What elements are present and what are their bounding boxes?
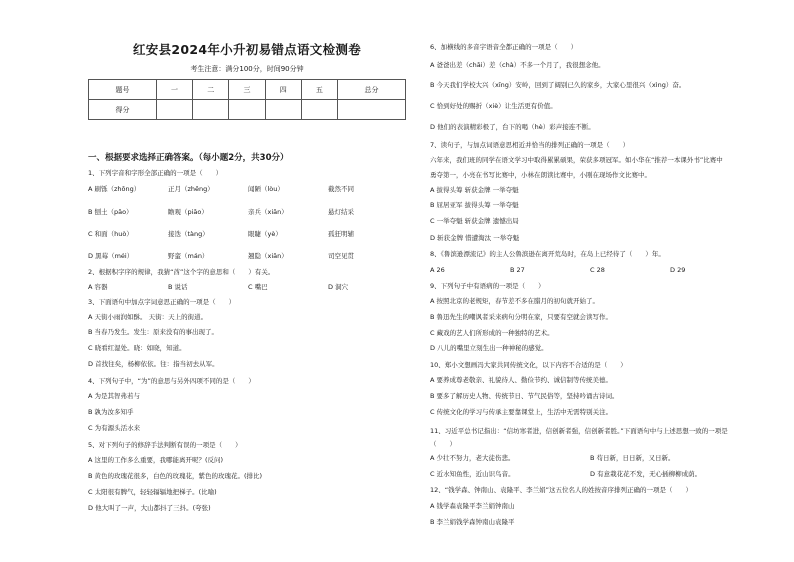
question-4: 4、下列句子中，“为”的意思与另外四项不同的是（ ） xyxy=(88,377,255,385)
q1-option-b xyxy=(88,208,354,216)
q7-option-d: D 斩获金牌 惜遭淘汰 一举夺魁 xyxy=(430,234,520,242)
option-text: 野蛮（mán） xyxy=(168,252,209,260)
option-text: 孤狂明辅 xyxy=(328,230,354,238)
q11-options-row-2 xyxy=(430,470,701,478)
q9-option-c: C 藏戏的艺人们所形成的一种独特的艺术。 xyxy=(430,329,554,337)
q9-option-d: D 八儿的嘴里立刻生出一种神秘的感觉。 xyxy=(430,344,548,352)
option-text: 接迭（tàng） xyxy=(168,230,209,238)
score-input-cell[interactable] xyxy=(229,100,265,120)
option-text: 司空见贯 xyxy=(328,252,354,260)
q3-option-b: B 当春乃发生。发生：原来没有的事出现了。 xyxy=(88,328,219,336)
score-header-cell: 四 xyxy=(265,80,301,100)
option-text: B 27 xyxy=(510,266,525,274)
q4-option-b: B 孰为汝多知乎 xyxy=(88,408,134,416)
q7-option-b: B 屈居亚军 拔得头筹 一举夺魁 xyxy=(430,201,519,209)
q5-option-b: B 黄色的玫瑰花很多，白色的玫瑰花，紫色的玫瑰花。(排比) xyxy=(88,472,263,480)
option-text: C 嘴巴 xyxy=(248,283,268,291)
question-10: 10、郑小文想画冯大家共同传统文化，以下内容不合适的是（ ） xyxy=(430,361,627,369)
option-text: A 26 xyxy=(430,266,445,274)
exam-notice: 考生注意：满分100分，时间90分钟 xyxy=(190,65,304,73)
option-text: C 和面（huò） xyxy=(88,230,133,238)
question-2: 2、根据积字序的规律，我猜“酋”这个字的意思和（ ）有关。 xyxy=(88,268,275,276)
q4-option-a: A 为是其智弗若与 xyxy=(88,392,141,400)
q11-options-row-1 xyxy=(430,454,675,462)
option-text: A 刷铄（zhōng） xyxy=(88,185,141,193)
option-text: D 洞穴 xyxy=(328,283,349,291)
score-input-cell[interactable] xyxy=(193,100,229,120)
score-header-cell: 一 xyxy=(156,80,192,100)
q4-option-c: C 为有源头活水来 xyxy=(88,424,141,432)
q7-option-a: A 拔得头筹 斩获金牌 一举夺魁 xyxy=(430,186,519,194)
option-text: 截然不同 xyxy=(328,185,354,193)
option-text: 闻陋（lòu） xyxy=(248,185,284,193)
option-text: D 黑莓（méi） xyxy=(88,252,134,260)
q6-option-c: C 恰到好处的赐折（xiè）让生活更有价值。 xyxy=(430,102,557,110)
option-text: 瞻观（piāo） xyxy=(168,208,208,216)
q6-option-b: B 今天我们学校大兴（xīng）安岭，回到了阔别已久的家乡，大家心里很兴（xìng）奋。 xyxy=(430,81,686,89)
score-row-label: 得分 xyxy=(89,100,157,120)
q1-option-a xyxy=(88,185,354,193)
question-9: 9、下列句子中有语病的一项是（ ） xyxy=(430,282,545,290)
q10-option-b: B 要多了解历史人物、传统节日、节气民俗等，坚持吟诵古诗词。 xyxy=(430,392,619,400)
score-header-cell: 总分 xyxy=(338,80,406,100)
question-3: 3、下面语句中加点字词意思正确的一项是（ ） xyxy=(88,298,236,306)
q12-option-a: A 钱学森袁隆平李兰娟钟南山 xyxy=(430,502,515,510)
option-text: D 有意栽花花不发，无心插柳柳成荫。 xyxy=(590,470,702,478)
score-header-cell: 题号 xyxy=(89,80,157,100)
question-8: 8、《鲁滨逊漂流记》的主人公鲁滨逊在离开荒岛时，在岛上已经待了（ ）年。 xyxy=(430,250,665,258)
option-text: D 29 xyxy=(670,266,686,274)
option-text: 悬灯结采 xyxy=(328,208,354,216)
option-text: C 近水知鱼性，近山识鸟音。 xyxy=(430,470,515,478)
q7-option-c: C 一举夺魁 斩获金牌 遗憾出局 xyxy=(430,217,519,225)
q9-option-a: A 按照北京的老规矩，春节差不多在腊月的初旬就开始了。 xyxy=(430,297,600,305)
q1-option-d xyxy=(88,252,354,260)
q5-option-a: A 这里的工作多么重要，我哪能离开呢？(反问) xyxy=(88,456,224,464)
option-text: C 28 xyxy=(590,266,605,274)
q3-option-c: C 晓看红湿处。晓：如晓，知道。 xyxy=(88,344,186,352)
option-text: B 刨土（pāo） xyxy=(88,208,133,216)
option-text: A 少壮不努力，老大徒伤悲。 xyxy=(430,454,515,462)
option-text: B 说话 xyxy=(168,283,188,291)
q10-option-a: A 要养成尊老敬亲、礼貌待人、勤俭节约、诚信制等传统美德。 xyxy=(430,376,613,384)
question-1: 1、下列字音和字形全部正确的一项是（ ） xyxy=(88,169,223,177)
q8-options xyxy=(430,266,685,274)
q12-option-b: B 李兰娟钱学森钟南山袁隆平 xyxy=(430,518,515,526)
q7-passage-line-1: 六年来，我们班的同学在语文学习中取得累累硕果，荣获多项冠军。如小华在“推荐一本课外书”比赛中 xyxy=(430,156,723,164)
option-text: A 容器 xyxy=(88,283,108,291)
score-table xyxy=(88,79,406,120)
score-header-cell: 二 xyxy=(193,80,229,100)
page-title: 红安县2024年小升初易错点语文检测卷 xyxy=(133,42,361,57)
question-11: 11、习近平总书记指出：“信坊寒者进，信创新者强，信创新者胜。”下面语句中与上述思想一致的一项是（ ） xyxy=(430,427,728,448)
score-input-cell[interactable] xyxy=(265,100,301,120)
option-text: 正月（zhēng） xyxy=(168,185,214,193)
score-table-score-row xyxy=(89,100,406,120)
option-text: 翘隐（xiān） xyxy=(248,252,288,260)
score-input-cell[interactable] xyxy=(338,100,406,120)
question-7: 7、读句子，与加点词语意思相近并恰当的排列正确的一项是（ ） xyxy=(430,141,630,149)
question-12: 12、“钱学森、钟南山、袁隆平、李兰娟”这五位名人的姓按音序排列正确的一项是（ ） xyxy=(430,486,693,494)
score-header-cell: 三 xyxy=(229,80,265,100)
q7-passage-line-2: 勇夺第一，小亮在书写比赛中，小林在朗读比赛中，小刚在现场作文比赛中。 xyxy=(430,171,651,179)
score-input-cell[interactable] xyxy=(156,100,192,120)
q9-option-b: B 鲁迅先生的嘲讽者采来病句分明在家，只要有空就会读写作。 xyxy=(430,313,613,321)
question-6: 6、加横线的多音字语音全都正确的一项是（ ） xyxy=(430,43,578,51)
score-input-cell[interactable] xyxy=(301,100,337,120)
q6-option-d: D 他们的表演精彩极了，台下的喝（hè）彩声接连不断。 xyxy=(430,123,595,131)
q1-option-c xyxy=(88,230,354,238)
q5-option-c: C 太阳很有脾气，轻轻辐辐地把梯子。(比喻) xyxy=(88,488,217,496)
score-table-header-row xyxy=(89,80,406,100)
score-header-cell: 五 xyxy=(301,80,337,100)
q5-option-d: D 他大叫了一声，大山都抖了三抖。(夸张) xyxy=(88,504,211,512)
q3-option-a: A 天街小雨润如酥。 天街：天上的街道。 xyxy=(88,313,208,321)
option-text: B 苟日新，日日新，又日新。 xyxy=(590,454,675,462)
q3-option-d: D 首找往矣，杨柳依依。往：指当初去从军。 xyxy=(88,360,219,368)
option-text: 亲兵（xiān） xyxy=(248,208,288,216)
question-5: 5、对下列句子的修辞手法判断有误的一项是（ ） xyxy=(88,441,242,449)
option-text: 眼睫（yè） xyxy=(248,230,282,238)
section-heading: 一、根据要求选择正确答案。（每小题2分，共30分） xyxy=(88,153,289,163)
q10-option-c: C 传统文化的学习与传承主要靠课堂上，生活中无需特别关注。 xyxy=(430,408,613,416)
q6-option-a: A 爸爸出差（chāi）差（chà）不多一个月了，我很想念他。 xyxy=(430,61,605,69)
q2-options xyxy=(88,283,348,291)
